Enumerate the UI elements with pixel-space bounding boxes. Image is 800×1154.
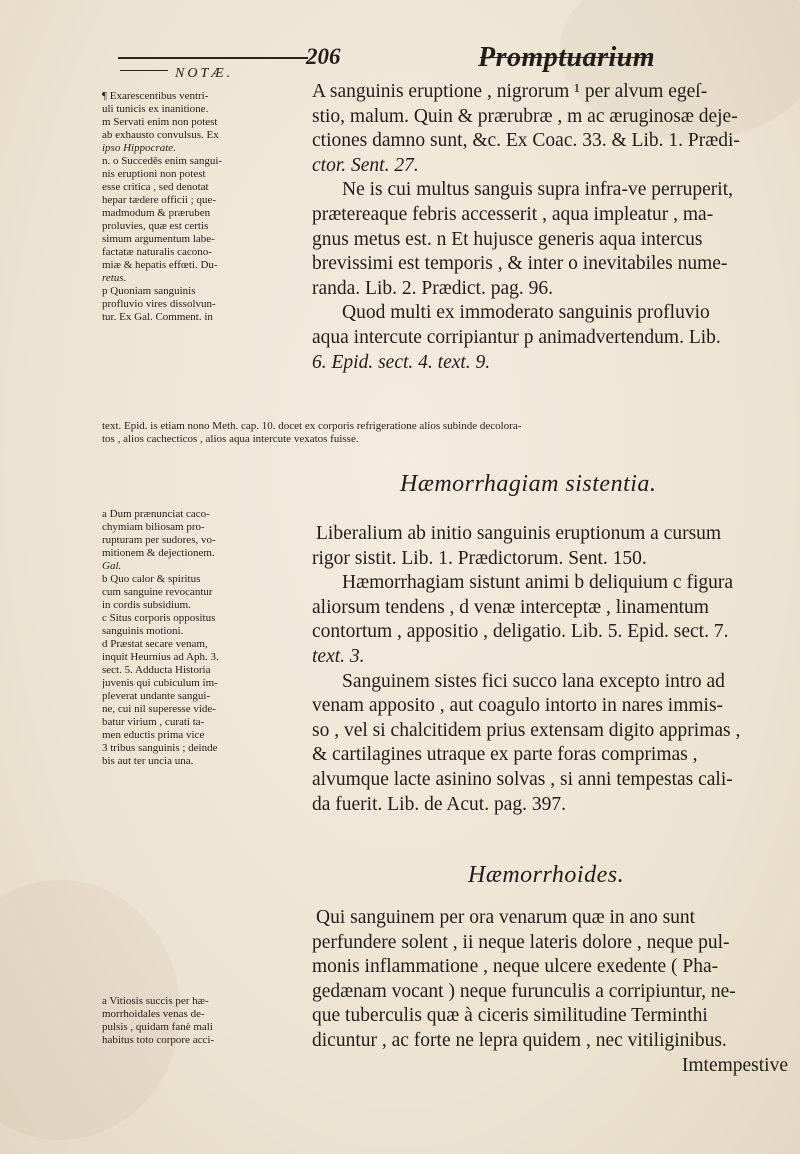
- main-text-line: Sanguinem sistes fici succo lana excepto intro ad: [342, 670, 725, 692]
- main-text-line: 6. Epid. sect. 4. text. 9.: [312, 351, 491, 373]
- side-note-line: ¶ Exarescentibus ventri-: [102, 90, 209, 102]
- side-note-line: tur. Ex Gal. Comment. in: [102, 311, 213, 323]
- side-note-line: d Præstat secare venam,: [102, 638, 208, 650]
- main-text-line: Hæmorrhagiam sistunt animi b deliquium c figura: [342, 572, 734, 594]
- side-note-line: mitionem & dejectionem.: [102, 547, 215, 559]
- main-text-line: aliorsum tendens , d venæ interceptæ , linamentum: [312, 596, 709, 618]
- side-note-line: ne, cui nil superesse vide-: [102, 703, 216, 715]
- notes-label: NOTÆ.: [175, 66, 234, 81]
- side-note-line: ab exhausto convulsus. Ex: [102, 129, 219, 141]
- side-note-line: esse critica , sed denotat: [102, 181, 209, 193]
- side-note-line: retus.: [102, 272, 127, 284]
- side-note-line: 3 tribus sanguinis ; deinde: [102, 742, 218, 754]
- side-note-line: Gal.: [102, 560, 122, 572]
- side-note-line: bis aut ter uncia una.: [102, 755, 194, 767]
- side-note-line: cum sanguine revocantur: [102, 586, 213, 598]
- side-note-line: ipso Hippocrate.: [102, 142, 176, 154]
- side-note-line: m Servati enim non potest: [102, 116, 218, 128]
- main-text-line: monis inflammatione , neque ulcere exedente ( Pha-: [312, 956, 719, 978]
- main-text-line: randa. Lib. 2. Prædict. pag. 96.: [312, 277, 553, 299]
- page-number: 206: [306, 44, 341, 69]
- main-text-line: alvumque lacte asinino solvas , si anni tempestas cali-: [312, 768, 733, 790]
- side-note-line: batur virium , curati ta-: [102, 716, 205, 728]
- main-text-line: perfundere solent , ii neque lateris dolore , neque pul-: [312, 931, 730, 953]
- main-text-line: Imtempestive: [681, 1054, 788, 1076]
- side-note-line: c Situs corporis oppositus: [102, 612, 216, 624]
- header-rule-left: [118, 57, 308, 59]
- main-text-line: brevissimi est temporis , & inter o inevitabiles nume-: [312, 253, 728, 275]
- footnote-line: text. Epid. is etiam nono Meth. cap. 10. docet ex corporis refrigeratione alios subinde decolora-: [102, 420, 522, 432]
- main-text-line: A sanguinis eruptione , nigrorum ¹ per alvum egeſ-: [312, 81, 708, 102]
- side-note-line: sect. 5. Adducta Historia: [102, 664, 211, 676]
- side-note-line: p Quoniam sanguinis: [102, 285, 196, 297]
- main-text-line: aqua intercute corripiantur p animadvertendum. Lib.: [312, 326, 721, 348]
- side-note-line: madmodum & præruben: [102, 207, 211, 219]
- main-text-line: so , vel si chalcitidem prius extensam digito apprimas ,: [312, 719, 741, 741]
- side-note-line: a Dum prænunciat caco-: [102, 508, 210, 520]
- side-note-line: factatæ naturalis cacono-: [102, 246, 212, 258]
- running-title: Promptuarium: [478, 42, 656, 73]
- main-text-line: Liberalium ab initio sanguinis eruptionum a cursum: [316, 523, 722, 544]
- side-note-line: morrhoidales venas de-: [102, 1008, 205, 1020]
- main-text-line: prætereaque febris accesserit , aqua impleatur , ma-: [312, 203, 714, 225]
- main-text-line: rigor sistit. Lib. 1. Prædictorum. Sent. 150.: [312, 547, 647, 569]
- side-note-line: proluvies, quæ est certis: [102, 220, 209, 232]
- section-heading-haemorrhagia: Hæmorrhagiam sistentia.: [400, 471, 657, 497]
- side-note-line: inquit Heurnius ad Aph. 3.: [102, 651, 219, 663]
- main-text-line: & cartilagines utraque ex parte foras comprimas ,: [312, 744, 698, 766]
- footnote-block-1: [102, 420, 792, 446]
- side-notes-block-3: [102, 995, 302, 1047]
- main-text-block-2: [312, 522, 796, 817]
- main-text-line: Ne is cui multus sanguis supra infra-ve perruperit,: [342, 179, 733, 201]
- side-note-line: hepar tædere officii ; que-: [102, 194, 217, 206]
- side-note-line: juvenis qui cubiculum im-: [102, 677, 218, 689]
- main-text-line: stio, malum. Quin & prærubræ , m ac æruginosæ deje-: [312, 105, 738, 127]
- side-note-line: pulsis , quidam fanè mali: [102, 1021, 213, 1033]
- side-note-line: profluvio vires dissolvun-: [102, 298, 216, 310]
- side-note-line: in cordis subsidium.: [102, 599, 191, 611]
- side-note-line: pleverat undante sangui-: [102, 690, 211, 702]
- side-note-line: n. o Succedēs enim sangui-: [102, 155, 223, 167]
- side-note-line: chymiam biliosam pro-: [102, 521, 205, 533]
- side-note-line: a Vitiosis succis per hæ-: [102, 995, 209, 1007]
- side-note-line: habitus toto corpore acci-: [102, 1034, 215, 1046]
- side-note-line: rupturam per sudores, vo-: [102, 534, 216, 546]
- side-notes-block-1: [102, 90, 302, 324]
- main-text-line: da fuerit. Lib. de Acut. pag. 397.: [312, 793, 566, 815]
- main-text-line: venam apposito , aut coagulo intorto in nares immis-: [312, 695, 724, 717]
- main-text-line: dicuntur , ac forte ne lepra quidem , nec vitiliginibus.: [312, 1029, 727, 1051]
- side-note-line: uli tunicis ex inanitione.: [102, 103, 209, 115]
- main-text-line: gnus metus est. n Et hujusce generis aqua intercus: [312, 228, 703, 250]
- footnote-line: tos , alios cachecticos , alios aqua intercute vexatos fuisse.: [102, 433, 359, 445]
- main-text-line: Quod multi ex immoderato sanguinis profluvio: [342, 302, 710, 324]
- main-text-line: Qui sanguinem per ora venarum quæ in ano sunt: [316, 907, 696, 928]
- main-text-line: text. 3.: [312, 645, 365, 667]
- side-note-line: nis eruptioni non potest: [102, 168, 206, 180]
- main-text-line: contortum , appositio , deligatio. Lib. 5. Epid. sect. 7.: [312, 621, 729, 643]
- side-notes-block-2: [102, 508, 302, 768]
- side-note-line: sanguinis motioni.: [102, 625, 184, 637]
- main-text-block-3: [312, 906, 796, 1078]
- main-text-line: ctor. Sent. 27.: [312, 154, 419, 176]
- main-text-line: que tuberculis quæ à ciceris similitudine Terminthi: [312, 1005, 708, 1027]
- main-text-line: ctiones damno sunt, &c. Ex Coac. 33. & Lib. 1. Prædi-: [312, 130, 740, 152]
- side-note-line: men eductis prima vice: [102, 729, 205, 741]
- notes-rule: [120, 70, 168, 71]
- side-note-line: b Quo calor & spiritus: [102, 573, 201, 585]
- main-text-block-1: [312, 80, 796, 375]
- side-note-line: miæ & hepatis effœti. Du-: [102, 259, 218, 271]
- side-note-line: simum argumentum labe-: [102, 233, 215, 245]
- section-heading-haemorrhoides: Hæmorrhoides.: [468, 862, 625, 888]
- main-text-line: gedænam vocant ) neque furunculis a corripiuntur, ne-: [312, 980, 736, 1002]
